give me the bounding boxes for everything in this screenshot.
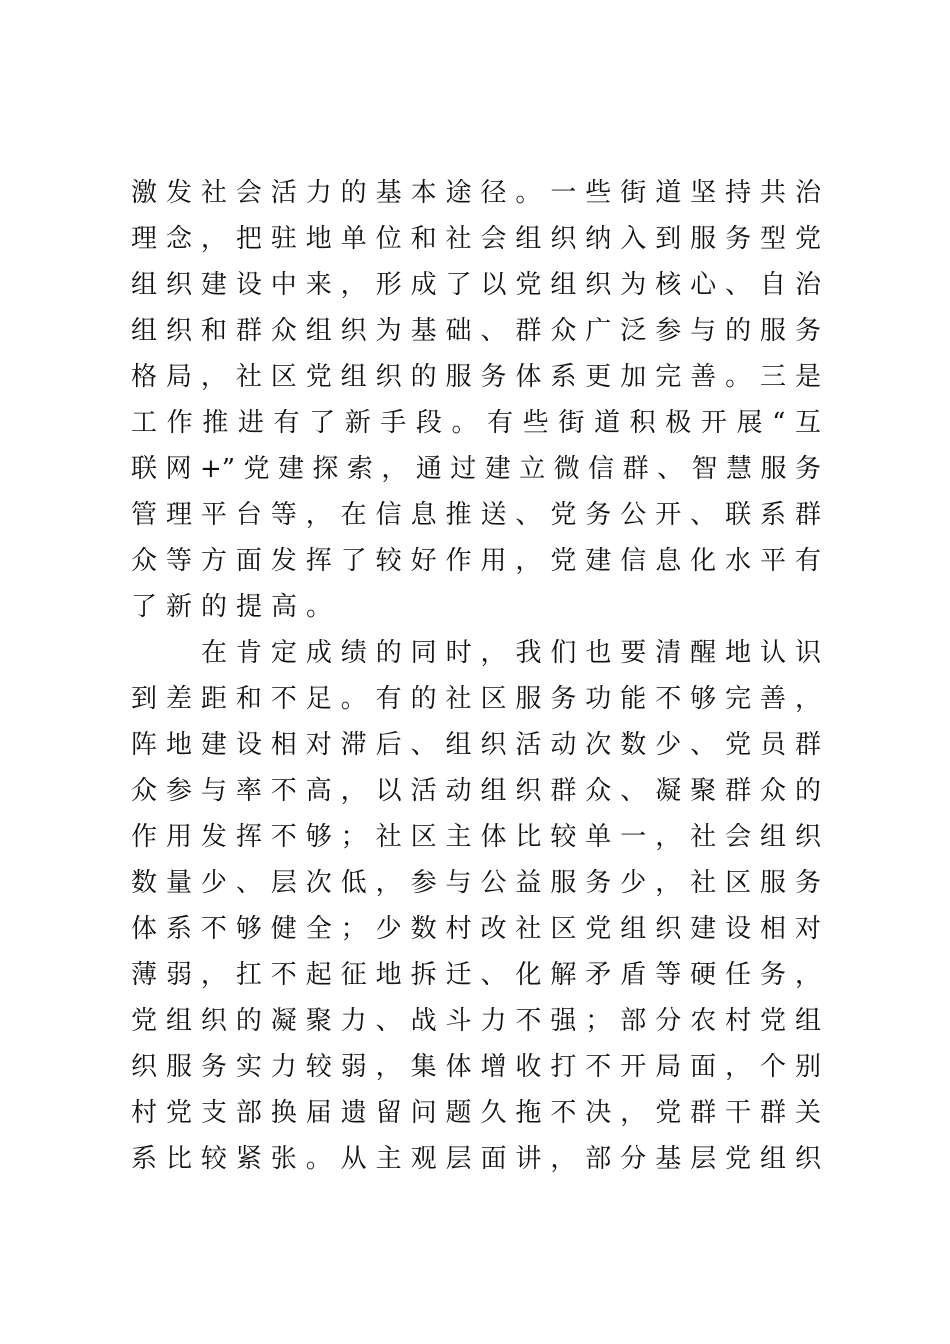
text-line: 薄弱，扛不起征地拆迁、化解矛盾等硬任务，	[131, 960, 821, 990]
text-line: 数量少、层次低，参与公益服务少，社区服务	[131, 868, 821, 898]
text-line: 织服务实力较弱，集体增收打不开局面，个别	[131, 1052, 821, 1082]
paragraph-start-line: 在肯定成绩的同时，我们也要清醒地认识	[201, 638, 821, 668]
text-line: 阵地建设相对滞后、组织活动次数少、党员群	[131, 730, 821, 760]
text-line: 体系不够健全；少数村改社区党组织建设相对	[131, 914, 821, 944]
text-line: 众参与率不高，以活动组织群众、凝聚群众的	[131, 776, 821, 806]
text-line: 作用发挥不够；社区主体比较单一，社会组织	[131, 822, 821, 852]
text-line: 工作推进有了新手段。有些街道积极开展“互	[131, 408, 821, 438]
text-line: 到差距和不足。有的社区服务功能不够完善，	[131, 684, 821, 714]
text-line: 组织和群众组织为基础、群众广泛参与的服务	[131, 316, 821, 346]
text-line: 党组织的凝聚力、战斗力不强；部分农村党组	[131, 1006, 821, 1036]
text-line: 格局，社区党组织的服务体系更加完善。三是	[131, 362, 821, 392]
text-line: 系比较紧张。从主观层面讲，部分基层党组织	[131, 1144, 821, 1174]
text-line: 理念，把驻地单位和社会组织纳入到服务型党	[131, 224, 821, 254]
text-line: 众等方面发挥了较好作用，党建信息化水平有	[131, 546, 821, 576]
text-line: 激发社会活力的基本途径。一些街道坚持共治	[131, 178, 821, 208]
text-line: 村党支部换届遗留问题久拖不决，党群干群关	[131, 1098, 821, 1128]
body-text	[131, 170, 821, 1182]
text-line: 联网+”党建探索，通过建立微信群、智慧服务	[131, 454, 821, 484]
text-line: 管理平台等，在信息推送、党务公开、联系群	[131, 500, 821, 530]
paragraph-end-line: 了新的提高。	[131, 592, 342, 622]
text-line: 组织建设中来，形成了以党组织为核心、自治	[131, 270, 821, 300]
